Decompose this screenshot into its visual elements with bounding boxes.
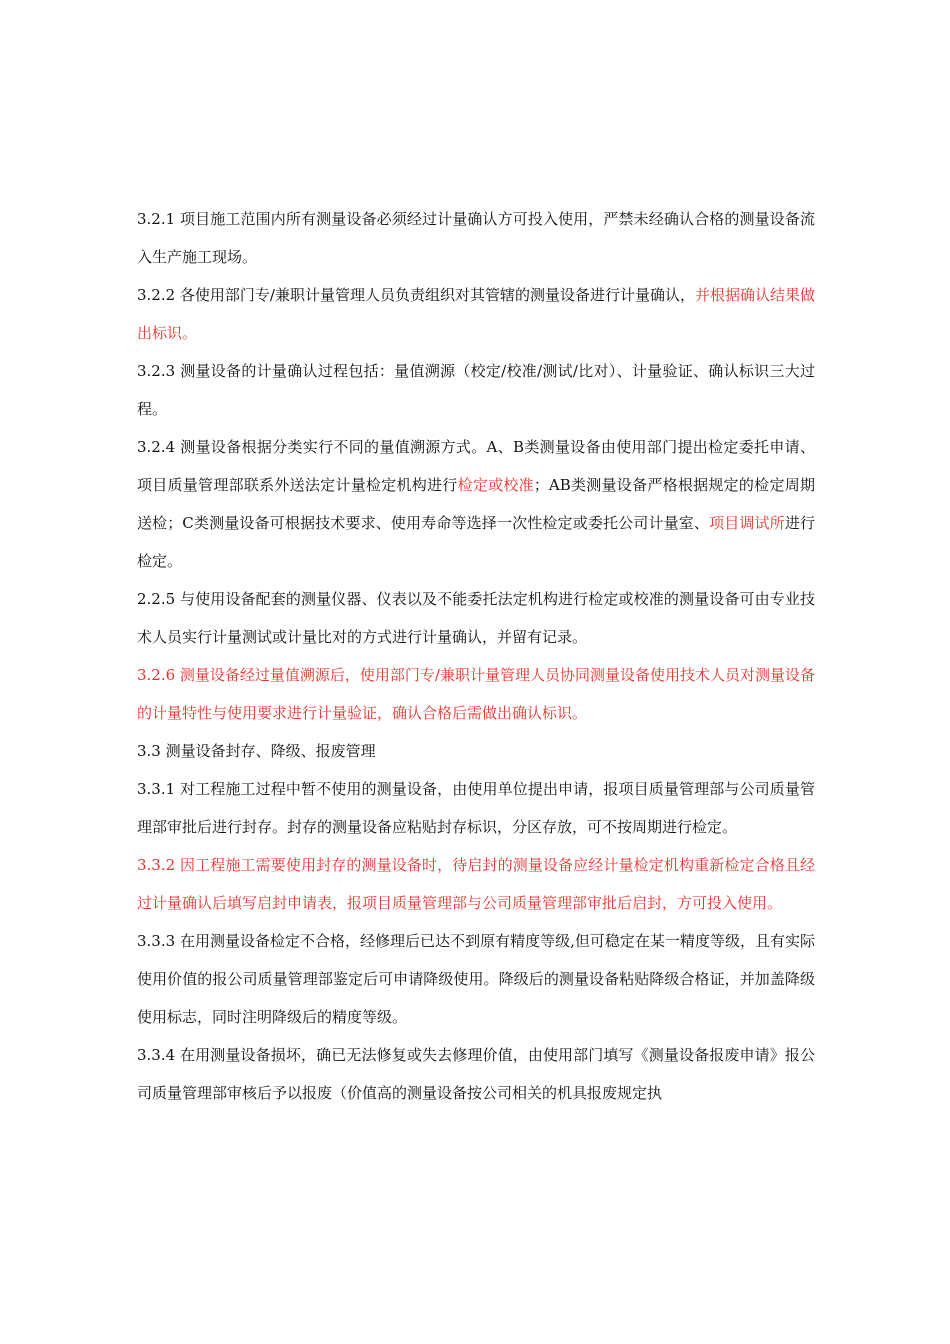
text-segment: ；AB类测量设备严格根据规定的检定周期送检；C类测量设备可根据技术要求、使用寿命等选择一次性检定或委托公司计量室、 [137,476,815,532]
paragraph-3-2-4 [137,428,815,580]
text-segment: 3.2.4 测量设备根据分类实行不同的量值溯源方式。A、B类测量设备由使用部门提出检定委托申请、项目质量管理部联系外送法定计量检定机构进行 [137,438,815,494]
paragraph-3-2-6 [137,656,815,732]
paragraph-3-2-1 [137,200,815,276]
paragraph-3-2-3 [137,352,815,428]
highlighted-text-segment: 项目调试所 [709,514,785,532]
text-segment: 3.2.3 测量设备的计量确认过程包括：量值溯源（校定/校准/测试/比对）、计量验证、确认标识三大过程。 [137,362,815,418]
text-segment: 3.2.2 各使用部门专/兼职计量管理人员负责组织对其管辖的测量设备进行计量确认， [137,286,695,304]
paragraph-2-2-5 [137,580,815,656]
paragraph-3-3-2 [137,846,815,922]
text-segment: 3.3 测量设备封存、降级、报废管理 [137,742,376,760]
text-segment: 3.2.1 项目施工范围内所有测量设备必须经过计量确认方可投入使用，严禁未经确认合格的测量设备流入生产施工现场。 [137,210,815,266]
text-segment: 3.3.1 对工程施工过程中暂不使用的测量设备，由使用单位提出申请，报项目质量管理部与公司质量管理部审批后进行封存。封存的测量设备应粘贴封存标识，分区存放，可不按周期进行检定。 [137,780,815,836]
document-body [137,200,815,1112]
highlighted-text-segment: 3.3.2 因工程施工需要使用封存的测量设备时，待启封的测量设备应经计量检定机构重新检定合格且经过计量确认后填写启封申请表，报项目质量管理部与公司质量管理部审批后启封，方可投入使用。 [137,856,815,912]
text-segment: 进行检定。 [137,514,815,570]
highlighted-text-segment: 检定或校准 [457,476,534,494]
text-segment: 2.2.5 与使用设备配套的测量仪器、仪表以及不能委托法定机构进行检定或校准的测量设备可由专业技术人员实行计量测试或计量比对的方式进行计量确认，并留有记录。 [137,590,815,646]
paragraph-3-3-3 [137,922,815,1036]
paragraph-3-3-1 [137,770,815,846]
text-segment: 3.3.4 在用测量设备损坏，确已无法修复或失去修理价值，由使用部门填写《测量设备报废申请》报公司质量管理部审核后予以报废（价值高的测量设备按公司相关的机具报废规定执 [137,1046,815,1102]
paragraph-3-3-4 [137,1036,815,1112]
paragraph-3-2-2 [137,276,815,352]
text-segment: 3.3.3 在用测量设备检定不合格，经修理后已达不到原有精度等级,但可稳定在某一精度等级，且有实际使用价值的报公司质量管理部鉴定后可申请降级使用。降级后的测量设备粘贴降级合格证，并加盖降级使用标志，同时注明降级后的精度等级。 [137,932,815,1026]
highlighted-text-segment: 并根据确认结果做出标识。 [137,286,816,342]
section-heading-3-3 [137,732,815,770]
highlighted-text-segment: 3.2.6 测量设备经过量值溯源后，使用部门专/兼职计量管理人员协同测量设备使用技术人员对测量设备的计量特性与使用要求进行计量验证，确认合格后需做出确认标识。 [137,666,815,722]
